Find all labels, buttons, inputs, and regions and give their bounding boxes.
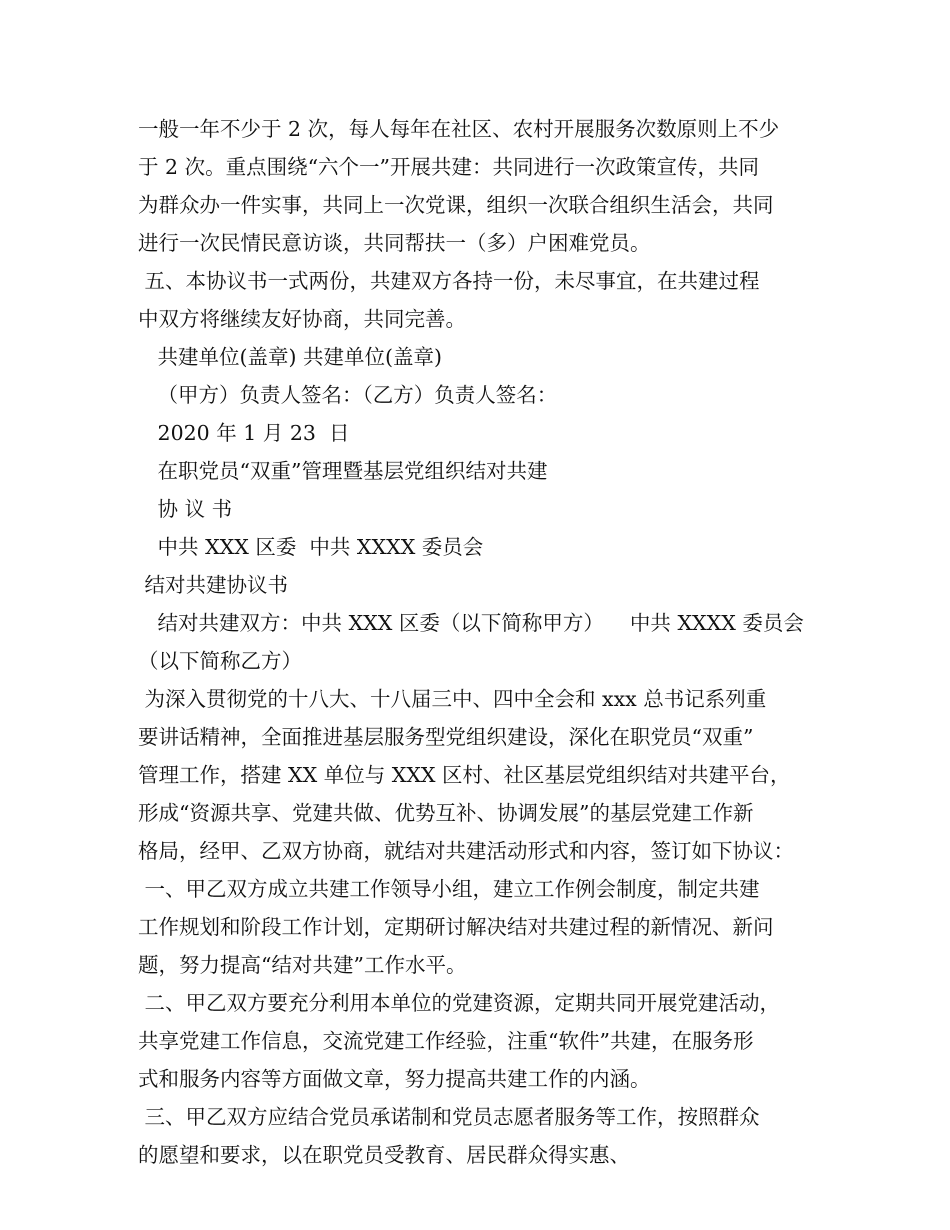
- text-line: 二、甲乙双方要充分利用本单位的党建资源，定期共同开展党建活动，: [138, 991, 781, 1015]
- text-line: 共建单位(盖章) 共建单位(盖章): [138, 345, 443, 369]
- text-line: 五、本协议书一式两份，共建双方各持一份，未尽事宜，在共建过程: [138, 269, 760, 293]
- text-line: 2020 年 1 月 23 日: [138, 421, 350, 445]
- text-line: 协 议 书: [138, 497, 233, 521]
- text-line: 共享党建工作信息，交流党建工作经验，注重“软件”共建，在服务形: [138, 1029, 754, 1053]
- text-line: 的愿望和要求，以在职党员受教育、居民群众得实惠、: [138, 1143, 630, 1167]
- text-line: 为深入贯彻党的十八大、十八届三中、四中全会和 xxx 总书记系列重: [138, 687, 767, 711]
- text-line: 题，努力提高“结对共建”工作水平。: [138, 953, 467, 977]
- text-line: 格局，经甲、乙双方协商，就结对共建活动形式和内容，签订如下协议：: [138, 839, 794, 863]
- text-line: 三、甲乙双方应结合党员承诺制和党员志愿者服务等工作，按照群众: [138, 1105, 760, 1129]
- text-line: 进行一次民情民意访谈，共同帮扶一（多）户困难党员。: [138, 231, 651, 255]
- text-line: 一般一年不少于 2 次，每人每年在社区、农村开展服务次数原则上不少: [138, 117, 780, 141]
- text-line: 中双方将继续友好协商，共同完善。: [138, 307, 466, 331]
- text-line: 一、甲乙双方成立共建工作领导小组，建立工作例会制度，制定共建: [138, 877, 760, 901]
- text-line: 工作规划和阶段工作计划，定期研讨解决结对共建过程的新情况、新问: [138, 915, 774, 939]
- text-line: （甲方）负责人签名：（乙方）负责人签名：: [138, 383, 558, 407]
- text-line: 中共 XXX 区委 中共 XXXX 委员会: [138, 535, 484, 559]
- text-line: 管理工作，搭建 XX 单位与 XXX 区村、社区基层党组织结对共建平台，: [138, 763, 791, 787]
- text-line: 为群众办一件实事，共同上一次党课，组织一次联合组织生活会，共同: [138, 193, 774, 217]
- text-line: （以下简称乙方）: [138, 649, 302, 673]
- text-line: 在职党员“双重”管理暨基层党组织结对共建: [138, 459, 548, 483]
- text-line: 式和服务内容等方面做文章，努力提高共建工作的内涵。: [138, 1067, 651, 1091]
- text-line: 结对共建双方：中共 XXX 区委（以下简称甲方） 中共 XXXX 委员会: [138, 611, 804, 635]
- text-line: 要讲话精神，全面推进基层服务型党组织建设，深化在职党员“双重”: [138, 725, 754, 749]
- text-line: 形成“资源共享、党建共做、优势互补、协调发展”的基层党建工作新: [138, 801, 754, 825]
- text-line: 于 2 次。重点围绕“六个一”开展共建：共同进行一次政策宣传，共同: [138, 155, 760, 179]
- text-line: 结对共建协议书: [138, 573, 289, 597]
- document-body: [138, 110, 818, 1174]
